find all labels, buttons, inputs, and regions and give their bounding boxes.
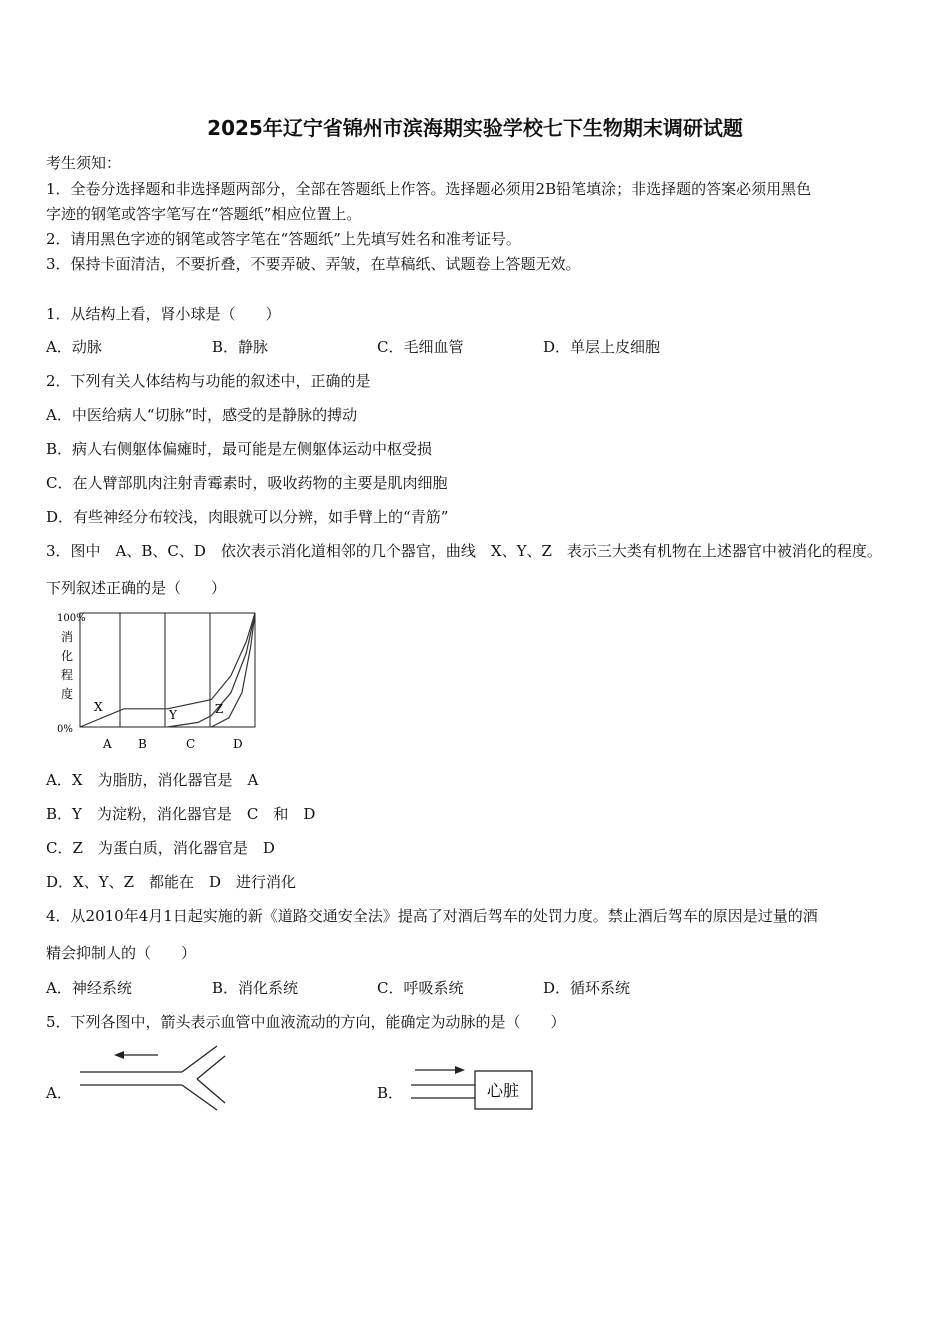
series-x-label: X [94,700,103,714]
ylabel-char-1: 消 [61,630,74,644]
q5-stem: 5．下列各图中，箭头表示血管中血液流动的方向，能确定为动脉的是（ ） [46,1013,566,1031]
q5-diagram-a [76,1042,236,1114]
page-title: 2025年辽宁省锦州市滨海期实验学校七下生物期末调研试题 [207,116,743,140]
q5-option-a[interactable]: A． [46,1084,72,1102]
q3-option-c[interactable]: C．Z 为蛋白质，消化器官是 D [46,839,275,857]
q3-option-b[interactable]: B．Y 为淀粉，消化器官是 C 和 D [46,805,316,823]
x-tick-b: B [138,737,147,751]
q5-diagram-b [405,1058,540,1114]
q2-option-c[interactable]: C．在人臂部肌肉注射青霉素时，吸收药物的主要是肌肉细胞 [46,474,448,492]
right-arrow-icon [415,1066,465,1074]
ylabel-char-4: 度 [61,687,74,701]
ylabel-char-3: 程 [61,668,74,682]
heart-label: 心脏 [487,1081,520,1100]
q4-stem-line-2: 精会抑制人的（ ） [46,944,197,962]
q4-option-b[interactable]: B．消化系统 [212,979,299,997]
chart-frame [80,613,255,727]
q4-option-d[interactable]: D．循环系统 [543,979,631,997]
q4-option-c[interactable]: C．呼吸系统 [377,979,464,997]
series-y-label: Y [169,708,177,722]
q3-stem-line-1: 3．图中 A、B、C、D 依次表示消化道相邻的几个器官，曲线 X、Y、Z 表示三大类有机物在上述器官中被消化的程度。 [46,542,882,560]
q2-option-b[interactable]: B．病人右侧躯体偏瘫时，最可能是左侧躯体运动中枢受损 [46,440,433,458]
q4-option-a[interactable]: A．神经系统 [46,979,132,997]
q1-option-d[interactable]: D．单层上皮细胞 [543,338,661,356]
x-tick-a: A [103,737,112,751]
q3-option-a[interactable]: A．X 为脂肪，消化器官是 A [46,771,259,789]
q3-option-d[interactable]: D．X、Y、Z 都能在 D 进行消化 [46,873,297,891]
notice-item-1-line-1: 1．全卷分选择题和非选择题两部分，全部在答题纸上作答。选择题必须用2B铅笔填涂；非选择题的答案必须用黑色 [46,180,812,198]
q2-option-d[interactable]: D．有些神经分布较浅，肉眼就可以分辨，如手臂上的“青筋” [46,508,449,526]
q1-stem: 1．从结构上看，肾小球是（ ） [46,305,281,323]
digestion-chart [40,605,270,755]
q5-option-b[interactable]: B． [377,1084,404,1102]
q4-stem-line-1: 4．从2010年4月1日起实施的新《道路交通安全法》提高了对酒后驾车的处罚力度。禁止酒后驾车的原因是过量的酒 [46,907,818,925]
notice-item-3: 3．保持卡面清洁，不要折叠，不要弄破、弄皱，在草稿纸、试题卷上答题无效。 [46,255,581,273]
y-top-label: 100% [57,613,86,624]
ylabel-char-2: 化 [61,649,74,663]
q1-option-a[interactable]: A．动脉 [46,338,102,356]
q3-stem-line-2: 下列叙述正确的是（ ） [46,579,227,597]
notice-heading: 考生须知： [46,154,122,172]
y-bottom-label: 0% [57,724,73,735]
x-tick-c: C [186,737,196,751]
q1-option-c[interactable]: C．毛细血管 [377,338,464,356]
q2-stem: 2．下列有关人体结构与功能的叙述中，正确的是 [46,372,371,390]
series-z-label: Z [215,702,224,716]
notice-item-1-line-2: 字迹的钢笔或答字笔写在“答题纸”相应位置上。 [46,205,362,223]
series-y-line [168,613,256,727]
series-x-line [80,613,255,727]
notice-item-2: 2．请用黑色字迹的钢笔或答字笔在“答题纸”上先填写姓名和准考证号。 [46,230,521,248]
x-tick-d: D [233,737,243,751]
q1-option-b[interactable]: B．静脉 [212,338,269,356]
q2-option-a[interactable]: A．中医给病人“切脉”时，感受的是静脉的搏动 [46,406,358,424]
left-arrow-icon [114,1051,158,1059]
